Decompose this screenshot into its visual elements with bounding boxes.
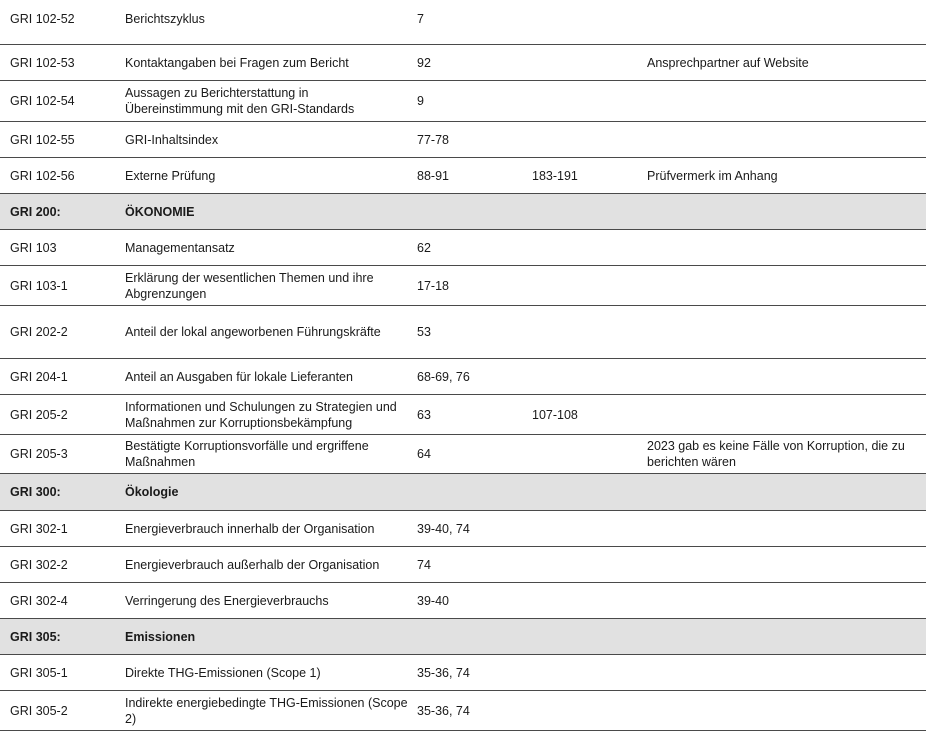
page-reference: 39-40 [417,593,449,608]
page-reference: 88-91 [417,168,449,183]
remark: 2023 gab es keine Fälle von Korruption, die zu berichten wären [647,439,905,469]
disclosure-description: Erklärung der wesentlichen Themen und ihre Abgrenzungen [125,270,374,301]
page-reference: 35-36, 74 [417,703,470,718]
gri-code: GRI 305-1 [10,665,68,680]
section-title: Ökologie [125,485,179,499]
gri-code: GRI 302-1 [10,521,68,536]
table-row [0,691,926,731]
page-reference-secondary: 107-108 [532,407,578,422]
disclosure-description: Managementansatz [125,240,235,255]
section-code: GRI 200: [10,204,61,219]
gri-code: GRI 205-3 [10,447,68,461]
section-title: Emissionen [125,629,196,644]
page-reference: 77-78 [417,132,449,147]
section-header-row [0,474,926,511]
table-row [0,306,926,359]
table-row [0,395,926,435]
section-title: ÖKONOMIE [125,204,195,219]
page-reference: 9 [417,94,424,108]
table-row [0,45,926,81]
table-row [0,266,926,306]
table-row [0,0,926,45]
disclosure-description: GRI-Inhaltsindex [125,132,219,147]
disclosure-description: Bestätigte Korruptionsvorfälle und ergriffene Maßnahmen [125,439,369,469]
page-reference: 7 [417,11,424,26]
disclosure-description: Anteil an Ausgaben für lokale Lieferanten [125,369,353,384]
gri-code: GRI 202-2 [10,325,68,339]
gri-code: GRI 205-2 [10,407,68,422]
section-code: GRI 305: [10,629,61,644]
table-row [0,359,926,395]
gri-code: GRI 102-55 [10,132,75,147]
gri-code: GRI 305-2 [10,703,68,718]
page-reference: 62 [417,240,431,255]
page-reference: 53 [417,325,431,339]
disclosure-description: Direkte THG-Emissionen (Scope 1) [125,665,321,680]
section-header-row [0,619,926,655]
page-reference: 63 [417,407,431,422]
gri-code: GRI 102-53 [10,55,75,70]
gri-code: GRI 103 [10,240,57,255]
gri-code: GRI 204-1 [10,369,68,384]
gri-code: GRI 103-1 [10,278,68,293]
table-row [0,655,926,691]
table-row [0,158,926,194]
page-reference: 68-69, 76 [417,369,470,384]
table-row [0,122,926,158]
disclosure-description: Anteil der lokal angeworbenen Führungskräfte [125,325,381,339]
table-row [0,547,926,583]
disclosure-description: Energieverbrauch außerhalb der Organisation [125,557,380,572]
disclosure-description: Verringerung des Energieverbrauchs [125,593,329,608]
gri-code: GRI 302-2 [10,557,68,572]
disclosure-description: Aussagen zu Berichterstattung in Übereinstimmung mit den GRI-Standards [125,86,355,116]
page-reference-secondary: 183-191 [532,168,578,183]
table-row [0,435,926,474]
gri-code: GRI 302-4 [10,593,68,608]
page-reference: 17-18 [417,278,449,293]
section-code: GRI 300: [10,485,61,499]
page-reference: 39-40, 74 [417,521,470,536]
disclosure-description: Kontaktangaben bei Fragen zum Bericht [125,55,349,70]
table-row [0,583,926,619]
table-row [0,230,926,266]
disclosure-description: Informationen und Schulungen zu Strategien und Maßnahmen zur Korruptionsbekämpfung [125,399,397,430]
table-row [0,81,926,122]
table-row [0,511,926,547]
remark: Ansprechpartner auf Website [647,55,809,70]
page-reference: 92 [417,55,431,70]
remark: Prüfvermerk im Anhang [647,168,778,183]
disclosure-description: Externe Prüfung [125,168,216,183]
page-reference: 74 [417,557,431,572]
gri-code: GRI 102-52 [10,11,75,26]
page-reference: 64 [417,447,431,461]
disclosure-description: Energieverbrauch innerhalb der Organisation [125,521,375,536]
disclosure-description: Berichtszyklus [125,11,205,26]
gri-code: GRI 102-54 [10,94,75,108]
page-reference: 35-36, 74 [417,665,470,680]
gri-code: GRI 102-56 [10,168,75,183]
disclosure-description: Indirekte energiebedingte THG-Emissionen (Scope 2) [125,695,408,726]
section-header-row [0,194,926,230]
